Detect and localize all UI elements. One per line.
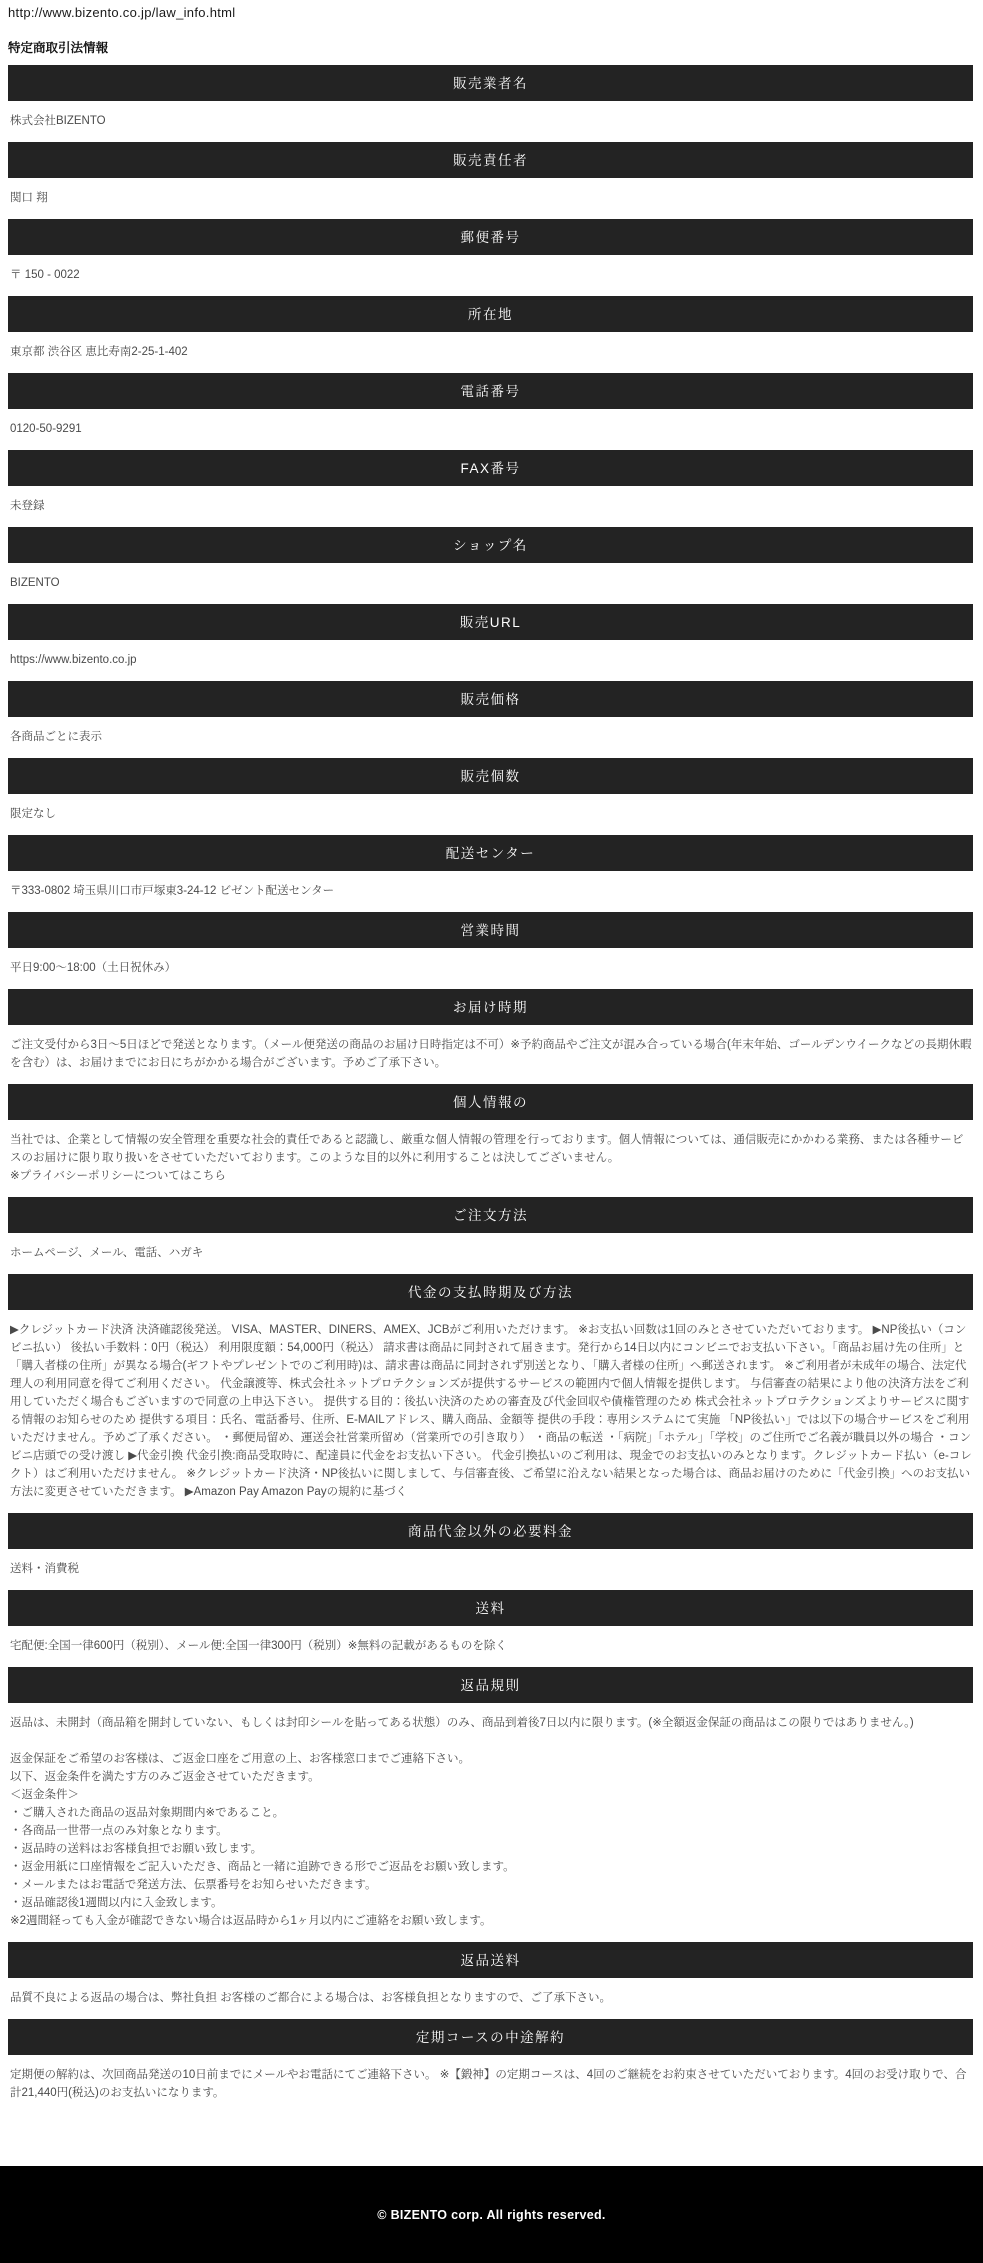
section-content xyxy=(8,1549,975,1590)
content-line: 返金保証をご希望のお客様は、ご返金口座をご用意の上、お客様窓口までご連絡下さい。 xyxy=(10,1753,470,1765)
section-header-bar xyxy=(8,835,973,871)
section-header-label: 所在地 xyxy=(468,307,513,322)
info-section xyxy=(0,604,983,681)
content-line: 返品は、未開封（商品箱を開封していない、もしくは封印シールを貼ってある状態）のみ、商品到着後7日以内に限ります。(※全額返金保証の商品はこの限りではありません。) xyxy=(10,1717,914,1729)
section-content xyxy=(8,1025,975,1084)
page-footer xyxy=(0,2166,983,2263)
info-section xyxy=(0,142,983,219)
content-line: 定期便の解約は、次回商品発送の10日前までにメールやお電話にてご連絡下さい。 ※【鍛神】の定期コースは、4回のご継続をお約束させていただいております。4回のお受け取りで、合計21,440円(税込)のお支払いになります。 xyxy=(10,2069,967,2099)
section-header-bar xyxy=(8,1274,973,1310)
section-content xyxy=(8,255,975,296)
section-content xyxy=(8,948,975,989)
info-section xyxy=(0,1513,983,1590)
section-content xyxy=(8,1120,975,1197)
section-header-bar xyxy=(8,1590,973,1626)
section-header-bar xyxy=(8,1513,973,1549)
section-content xyxy=(8,563,975,604)
content-line: 送料・消費税 xyxy=(10,1563,79,1575)
section-header-bar xyxy=(8,1667,973,1703)
info-section xyxy=(0,1197,983,1274)
page-url-text: http://www.bizento.co.jp/law_info.html xyxy=(8,5,236,20)
info-section xyxy=(0,65,983,142)
content-line: ホームページ、メール、電話、ハガキ xyxy=(10,1247,204,1259)
info-section xyxy=(0,989,983,1084)
content-line: 当社では、企業として情報の安全管理を重要な社会的責任であると認識し、厳重な個人情報の管理を行っております。個人情報については、通信販売にかかわる業務、または各種サービスのお届けに限り取り扱いをさせていただいております。このような目的以外に利用することは決してございません。 xyxy=(10,1134,964,1164)
section-content xyxy=(8,1703,975,1942)
section-header-label: ご注文方法 xyxy=(453,1208,528,1223)
info-section xyxy=(0,296,983,373)
info-section xyxy=(0,527,983,604)
content-line: ・返品時の送料はお客様負担でお願い致します。 xyxy=(10,1843,263,1855)
info-section xyxy=(0,912,983,989)
section-content xyxy=(8,332,975,373)
sections-list xyxy=(0,65,983,2114)
info-section xyxy=(0,1667,983,1942)
section-content xyxy=(8,409,975,450)
section-header-bar xyxy=(8,65,973,101)
info-section xyxy=(0,681,983,758)
info-section xyxy=(0,373,983,450)
content-line xyxy=(10,1732,973,1750)
section-header-label: 返品規則 xyxy=(460,1678,521,1693)
section-header-bar xyxy=(8,681,973,717)
section-header-bar xyxy=(8,1942,973,1978)
section-header-bar xyxy=(8,1197,973,1233)
page-title: 特定商取引法情報 xyxy=(8,41,109,55)
content-line: 〒 150 - 0022 xyxy=(10,269,80,281)
content-line: ・各商品一世帯一点のみ対象となります。 xyxy=(10,1825,228,1837)
content-line: ・メールまたはお電話で発送方法、伝票番号をお知らせいただきます。 xyxy=(10,1879,377,1891)
section-header-bar xyxy=(8,219,973,255)
section-header-label: 販売業者名 xyxy=(453,76,528,91)
content-line: 以下、返金条件を満たす方のみご返金させていただきます。 xyxy=(10,1771,320,1783)
section-content xyxy=(8,178,975,219)
section-header-label: 販売個数 xyxy=(460,769,521,784)
section-content xyxy=(8,1978,975,2019)
info-section xyxy=(0,1084,983,1197)
content-line: 品質不良による返品の場合は、弊社負担 お客様のご都合による場合は、お客様負担となりますので、ご了承下さい。 xyxy=(10,1992,611,2004)
copyright-text: © BIZENTO corp. All rights reserved. xyxy=(377,2207,606,2222)
section-content xyxy=(8,486,975,527)
section-header-label: ショップ名 xyxy=(453,538,528,553)
section-header-label: 郵便番号 xyxy=(460,230,521,245)
section-header-label: 送料 xyxy=(475,1601,506,1616)
content-line: https://www.bizento.co.jp xyxy=(10,654,137,666)
content-line: 平日9:00〜18:00（土日祝休み） xyxy=(10,962,177,974)
content-line: 株式会社BIZENTO xyxy=(10,115,106,127)
section-header-label: 定期コースの中途解約 xyxy=(415,2030,566,2045)
section-content xyxy=(8,640,975,681)
section-header-bar xyxy=(8,2019,973,2055)
content-line: 各商品ごとに表示 xyxy=(10,731,102,743)
content-line: ご注文受付から3日〜5日ほどで発送となります。（メール便発送の商品のお届け日時指定は不可）※予約商品やご注文が混み合っている場合(年末年始、ゴールデンウイークなどの長期休暇を含む）は、お届けまでにお日にちがかかる場合がございます。予めご了承下さい。 xyxy=(10,1039,972,1069)
content-line: 0120-50-9291 xyxy=(10,423,82,435)
section-content xyxy=(8,1626,975,1667)
section-header-bar xyxy=(8,527,973,563)
section-header-label: 販売責任者 xyxy=(453,153,528,168)
section-header-label: 営業時間 xyxy=(460,923,521,938)
content-line: ・返品確認後1週間以内に入金致します。 xyxy=(10,1897,223,1909)
section-content xyxy=(8,1310,975,1513)
section-header-bar xyxy=(8,758,973,794)
content-line: ▶クレジットカード決済 決済確認後発送。 VISA、MASTER、DINERS、AMEX、JCBがご利用いただけます。 ※お支払い回数は1回のみとさせていただいております。 ▶NP後払い（コンビニ払い） 後払い手数料：0円（税込） 利用限度額：54,000円（税込） 請求書は商品に同封されて届きます。発行から14日以内にコンビニでお支払い下さい。「商品お届け先の住所」と「購入者様の住所」が異なる場合(ギフトやプレゼントでのご利用時)は、請求書は商品に同封されず別送となり、「購入者様の住所」へ郵送されます。 ※ご利用者が未成年の場合、法定代理人の利用同意を得てご利用ください。 代金譲渡等、株式会社ネットプロテクションズが提供するサービスの範囲内で個人情報を提供します。 与信審査の結果により他の決済方法をご利用していただく場合もございますので同意の上申込下さい。 提供する目的：後払い決済のための審査及び代金回収や債権管理のため 株式会社ネットプロテクションズよりサービスに関する情報のお知らせのため 提供する項目：氏名、電話番号、住所、E-MAILアドレス、購入商品、金額等 提供の手段：専用システムにて実施 「NP後払い」では以下の場合サービスをご利用いただけません。予めご了承ください。 ・郵便局留め、運送会社営業所留め（営業所での引き取り） ・商品の転送 ・「病院」「ホテル」「学校」のご住所でご名義が職員以外の場合 ・コンビニ店頭での受け渡し ▶代金引換 代金引換:商品受取時に、配達員に代金をお支払い下さい。 代金引換払いのご利用は、現金でのお支払いのみとなります。クレジットカード払い（e-コレクト）はご利用いただけません。 ※クレジットカード決済・NP後払いに関しまして、与信審査後、ご希望に沿えない結果となった場合は、商品お届けのために「代金引換」へのお支払い方法に変更させていただきます。 ▶Amazon Pay Amazon Payの規約に基づく xyxy=(10,1324,972,1498)
section-content xyxy=(8,871,975,912)
section-content xyxy=(8,101,975,142)
content-line: 未登録 xyxy=(10,500,45,512)
section-header-bar xyxy=(8,912,973,948)
section-header-label: お届け時期 xyxy=(453,1000,528,1015)
section-header-bar xyxy=(8,604,973,640)
content-line: BIZENTO xyxy=(10,577,60,589)
info-section xyxy=(0,1942,983,2019)
content-line: 関口 翔 xyxy=(10,192,48,204)
section-header-bar xyxy=(8,296,973,332)
info-section xyxy=(0,835,983,912)
section-content xyxy=(8,1233,975,1274)
section-header-label: 代金の支払時期及び方法 xyxy=(408,1285,573,1300)
section-header-label: 販売URL xyxy=(459,615,522,630)
section-header-label: 返品送料 xyxy=(460,1953,521,1968)
section-header-label: 商品代金以外の必要料金 xyxy=(408,1524,573,1539)
section-header-label: 電話番号 xyxy=(460,384,521,399)
section-header-bar xyxy=(8,142,973,178)
section-header-bar xyxy=(8,1084,973,1120)
section-header-label: FAX番号 xyxy=(460,461,521,476)
info-section xyxy=(0,1590,983,1667)
content-line: 限定なし xyxy=(10,808,56,820)
info-section xyxy=(0,450,983,527)
content-line: ・ご購入された商品の返品対象期間内※であること。 xyxy=(10,1807,285,1819)
content-line: ※2週間経っても入金が確認できない場合は返品時から1ヶ月以内にご連絡をお願い致します。 xyxy=(10,1915,492,1927)
section-header-bar xyxy=(8,373,973,409)
info-section xyxy=(0,2019,983,2114)
info-section xyxy=(0,1274,983,1513)
content-line: 〒333-0802 埼玉県川口市戸塚東3‐24‐12 ビゼント配送センター xyxy=(10,885,335,897)
section-content xyxy=(8,2055,975,2114)
content-line: ＜返金条件＞ xyxy=(10,1789,79,1801)
info-section xyxy=(0,219,983,296)
law-info-page xyxy=(0,5,983,2263)
section-header-label: 配送センター xyxy=(445,846,536,861)
section-header-bar xyxy=(8,989,973,1025)
section-content xyxy=(8,717,975,758)
content-line: 宅配便:全国一律600円（税別）、メール便:全国一律300円（税別）※無料の記載があるものを除く xyxy=(10,1640,507,1652)
section-content xyxy=(8,794,975,835)
section-header-label: 個人情報の xyxy=(453,1095,528,1110)
content-line: ※プライバシーポリシーについてはこちら xyxy=(10,1170,226,1182)
section-header-bar xyxy=(8,450,973,486)
content-line: 東京都 渋谷区 恵比寿南2-25-1-402 xyxy=(10,346,188,358)
content-line: ・返金用紙に口座情報をご記入いただき、商品と一緒に追跡できる形でご返品をお願い致します。 xyxy=(10,1861,515,1873)
info-section xyxy=(0,758,983,835)
section-header-label: 販売価格 xyxy=(460,692,521,707)
